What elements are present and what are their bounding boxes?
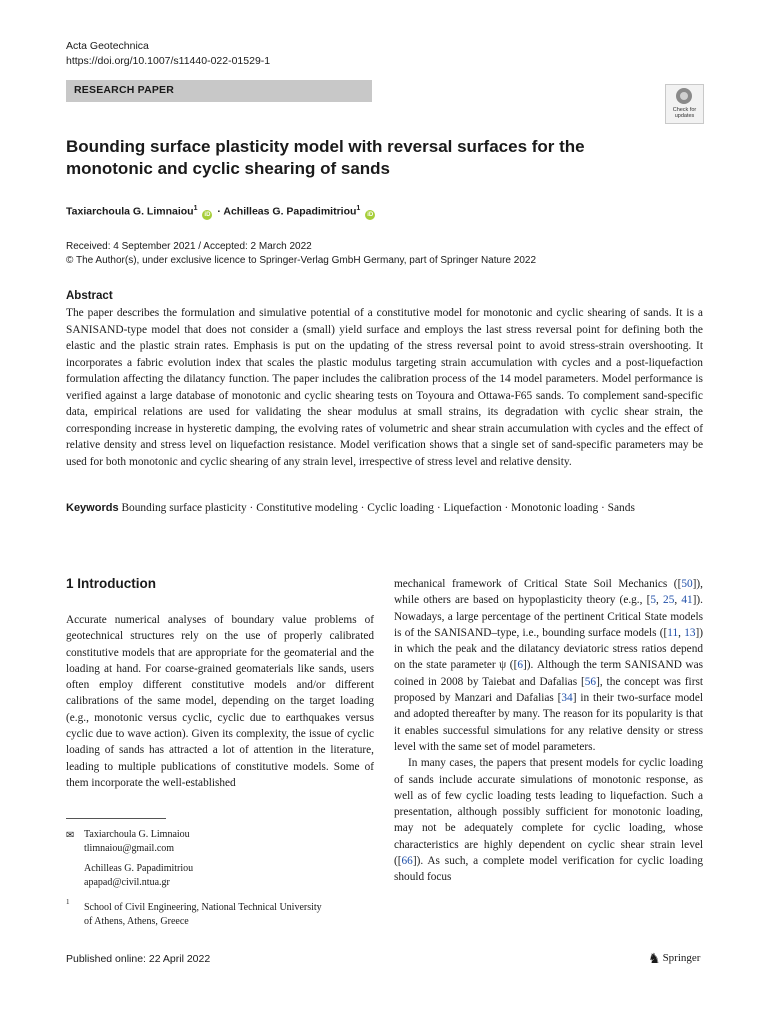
intro-left-column: Accurate numerical analyses of boundary value problems of geotechnical structures rely on the use of properly calibrated constitutive models that are appropriate for the geomaterial and the loading at hand. For coarse-grained geomaterials like sands, users often employ different constitutive models and/or different calibrations of the same model, depending on the target loading (e.g., monotonic versus cyclic, cyclic due to earthquakes versus cyclic due to wave action). Given its complexity, the issue of cyclic loading of sands has attracted a lot of attention in the literature, leading to multiple publications of constitutive models. Some of them incorporate the well-established xyxy=(66,614,374,789)
citation-link[interactable]: 13 xyxy=(684,626,696,639)
affiliation-mark: 1 xyxy=(66,898,70,906)
keywords-list: Bounding surface plasticity · Constitutive modeling · Cyclic loading · Liquefaction · Monotonic loading · Sands xyxy=(121,502,635,514)
text-run: , xyxy=(656,594,664,607)
keywords-label: Keywords xyxy=(66,502,119,514)
orcid-icon[interactable]: iD xyxy=(367,211,374,218)
text-run: ]). Nowadays, a large percentage of the pertinent Critical State models is of the SANISAND–type, i.e., bounding surface models ([ xyxy=(394,594,703,639)
affiliation-mark: 1 xyxy=(193,205,198,212)
published-date: Published online: 22 April 2022 xyxy=(66,953,211,965)
journal-name: Acta Geotechnica xyxy=(66,40,149,52)
citation-link[interactable]: 66 xyxy=(401,855,413,868)
check-for-updates-icon xyxy=(676,88,692,104)
text-run: In many cases, the papers that present models for cyclic loading of sands include accurate simulations of monotonic response, as well as of few cyclic loading tests leading to liquefaction. Such a presentation, although possibly sufficient for monotonic loading, may not be adequately complete for cyclic loading, whose characteristics are highly dependent on cyclic shear strain level ([ xyxy=(394,757,703,868)
author-separator: · xyxy=(217,205,221,218)
publisher-name: Springer xyxy=(662,952,701,964)
section-heading: 1 Introduction xyxy=(66,576,156,591)
author-name[interactable]: Taxiarchoula G. Limnaiou xyxy=(66,205,194,218)
author-name: Taxiarchoula G. Limnaiou xyxy=(84,829,190,840)
text-run: mechanical framework of Critical State Soil Mechanics ([ xyxy=(394,578,682,590)
text-run: ] in their two-surface model and adopted thereafter by many. The reason for its popularity is that it enables successful simulations for any relative density or stress level with the same set of model parameters. xyxy=(394,692,703,753)
author-name: Achilleas G. Papadimitriou xyxy=(84,863,194,874)
paragraph xyxy=(394,576,703,755)
received-accepted-dates: Received: 4 September 2021 / Accepted: 2 March 2022 xyxy=(66,241,312,252)
citation-link[interactable]: 25 xyxy=(663,594,675,607)
publisher-logo xyxy=(648,951,700,968)
corresponding-author xyxy=(84,828,190,855)
text-run: ]). As such, a complete model verification for cyclic loading should focus xyxy=(394,855,703,884)
springer-horse-icon: ♞ xyxy=(648,952,661,967)
citation-link[interactable]: 11 xyxy=(667,626,679,639)
badge-line2: updates xyxy=(674,113,695,119)
affiliation-line: School of Civil Engineering, National Technical University xyxy=(84,902,322,913)
text-run: ]), while others are based on hypoplasticity theory (e.g., [ xyxy=(394,578,703,607)
citation-link[interactable]: 6 xyxy=(517,659,523,672)
affiliation-line: of Athens, Athens, Greece xyxy=(84,915,189,927)
text-run: ]). Although the term SANISAND was coined in 2008 by Taiebat and Dafalias [ xyxy=(394,659,704,688)
doi-link[interactable]: https://doi.org/10.1007/s11440-022-01529-1 xyxy=(66,55,271,67)
intro-right-column xyxy=(394,576,703,886)
affiliation xyxy=(84,901,364,928)
envelope-icon: ✉ xyxy=(66,830,75,841)
citation-link[interactable]: 41 xyxy=(681,594,693,607)
abstract-text: The paper describes the formulation and simulative potential of a constitutive model for monotonic and cyclic shearing of sands. It is a SANISAND-type model that does not consider a (small) yield surface and employs the last stress reversal point for defining both the elastic and the plastic strain rates. Emphasis is put on the updating of the stress reversal point to avoid stress-strain overshooting. It incorporates a fabric evolution index that scales the plastic modulus targeting strain accumulation with cycles and a post-liquefaction formulation affecting the dilatancy function. The paper includes the calibration process of the 14 model parameters. Model performance is verified against a large database of monotonic and cyclic shearing tests on Toyoura and Ottawa-F65 sands. To complement sand-specific data, empirical relations are used for validating the shear modulus at small strains, its degradation with cyclic shear strain, the corresponding increase in hysteretic damping, the evolving rates of volumetric and shear strain accumulation with cycles and the effect of relative density and stress level on liquefaction resistance. Model verification shows that a single set of sand-specific parameters may be used for both monotonic and cyclic shearing of any strain level, irrespective of stress level and relative density. xyxy=(66,307,703,468)
badge-line1: Check for xyxy=(672,107,697,113)
paper-title: Bounding surface plasticity model with reversal surfaces for the monotonic and cyclic shearing of sands xyxy=(66,137,585,178)
article-type-banner xyxy=(66,80,372,102)
footnote-divider xyxy=(66,818,166,819)
author-email[interactable]: apapad@civil.ntua.gr xyxy=(84,876,170,888)
paragraph xyxy=(394,755,703,885)
abstract-heading: Abstract xyxy=(66,290,113,302)
citation-link[interactable]: 5 xyxy=(650,594,657,607)
author-name[interactable]: Achilleas G. Papadimitriou xyxy=(223,205,357,218)
keywords xyxy=(66,500,703,516)
citation-link[interactable]: 56 xyxy=(584,675,597,688)
co-author xyxy=(84,862,193,889)
text-run: , xyxy=(678,626,685,639)
citation-link[interactable]: 50 xyxy=(681,578,693,590)
text-run: ], the concept was first proposed by Manzari and Dafalias [ xyxy=(394,675,703,705)
text-run: ]) in which the peak and the dilatancy deviatoric stress ratios depend on the state parameter ψ ([ xyxy=(394,626,704,672)
text-run: , xyxy=(674,594,682,607)
citation-link[interactable]: 34 xyxy=(561,692,573,705)
check-for-updates-badge[interactable] xyxy=(665,84,704,124)
orcid-icon[interactable]: iD xyxy=(204,211,211,218)
article-type-label: RESEARCH PAPER xyxy=(74,84,175,96)
author-list xyxy=(66,205,377,220)
author-email[interactable]: tlimnaiou@gmail.com xyxy=(84,842,175,854)
copyright-notice: © The Author(s), under exclusive licence to Springer-Verlag GmbH Germany, part of Springer Nature 2022 xyxy=(66,255,536,266)
affiliation-mark: 1 xyxy=(356,205,361,212)
